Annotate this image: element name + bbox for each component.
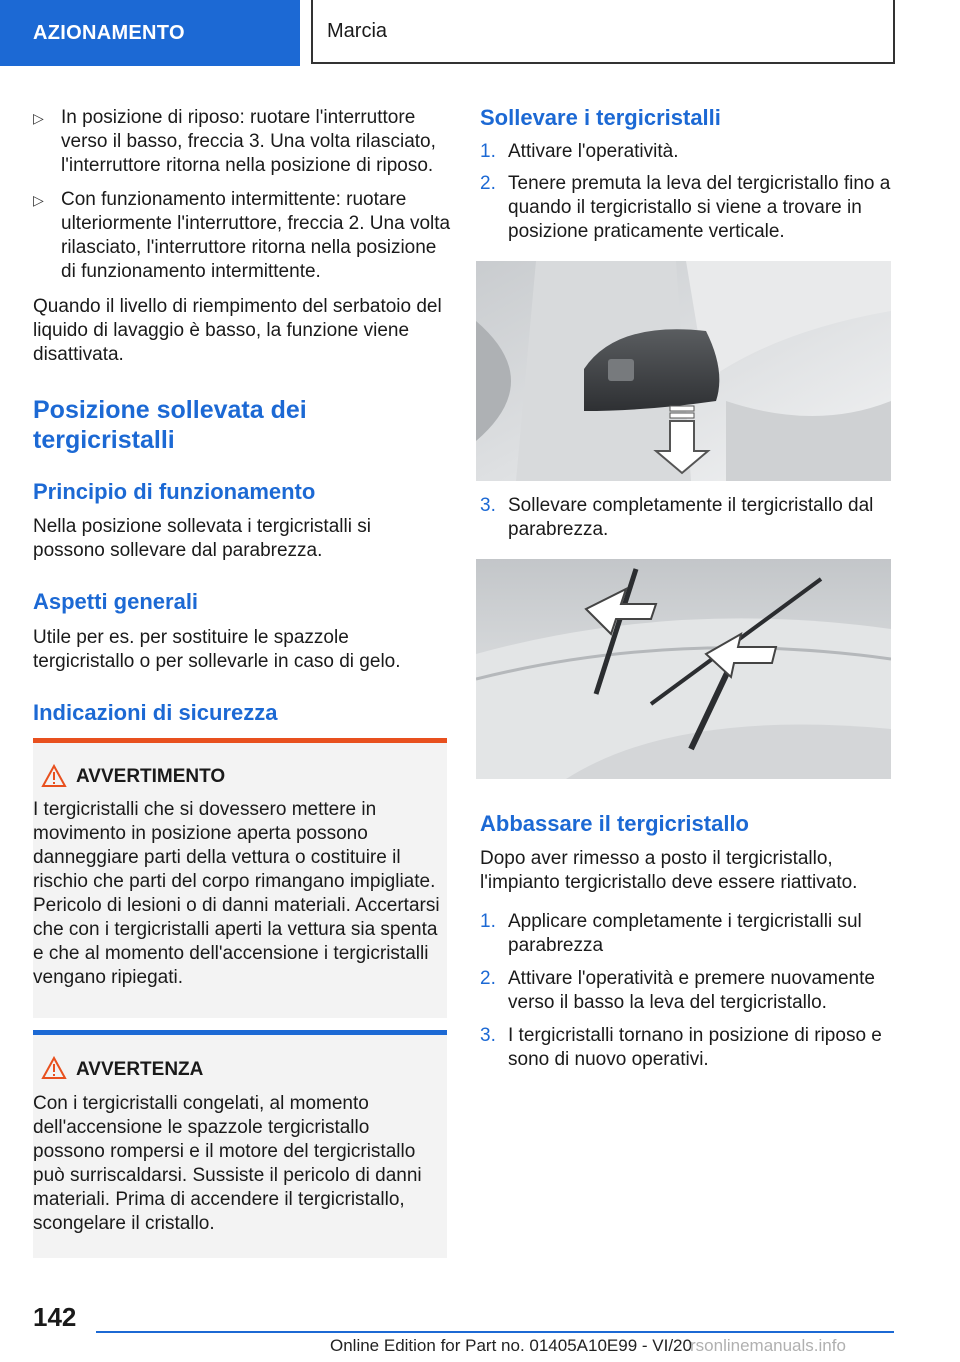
bullet-text: Con funzionamento intermittente: ruotare ulteriormente l'interruttore, freccia 2. Una volta rilasciato, l'interruttore ritorna nella posizione di funzionamento intermittente.	[61, 189, 451, 282]
warning-title: AVVERTIMENTO	[76, 766, 226, 787]
warning-bar	[33, 738, 447, 743]
step-number: 2.	[480, 968, 496, 989]
page-number: 142	[33, 1302, 77, 1332]
warning-text: I tergicristalli che si dovessero mettere in movimento in posizione aperta possono danneggiare parti della vettura o costituire il rischio che parti del corpo rimangano impigliate. Pericolo di lesioni o di danni materiali. Accertarsi che con i tergicristalli aperti la vettura sia spenta e che al momento dell'accensione i tergicristalli vengano ripiegati.	[33, 799, 440, 988]
step-number: 1.	[480, 911, 496, 932]
caution-title: AVVERTENZA	[76, 1059, 204, 1080]
step-item	[480, 910, 892, 958]
subheading: Sollevare i tergicristalli	[480, 105, 721, 130]
subheading: Abbassare il tergicristallo	[480, 811, 749, 836]
paragraph: Quando il livello di riempimento del serbatoio del liquido di lavaggio è basso, la funzione viene disattivata.	[33, 296, 442, 365]
paragraph: Utile per es. per sostituire le spazzole tergicristallo o per sollevarle in caso di gelo.	[33, 627, 401, 672]
warning-triangle-icon	[41, 1056, 67, 1087]
step-item	[480, 140, 892, 164]
chapter-tab: Marcia	[311, 0, 895, 64]
step-item	[480, 172, 892, 244]
triangle-right-icon: ▷	[33, 110, 44, 126]
section-tab: AZIONAMENTO	[0, 0, 300, 66]
wiper-lever-illustration	[476, 261, 891, 481]
step-text: Tenere premuta la leva del tergicristallo fino a quando il tergicristallo si viene a trovare in posizione praticamente verticale.	[508, 173, 891, 242]
step-text: Applicare completamente i tergicristalli sul parabrezza	[508, 911, 862, 956]
wipers-windscreen-illustration	[476, 559, 891, 779]
step-text: Attivare l'operatività.	[508, 141, 679, 162]
page-header	[0, 0, 960, 68]
step-item	[480, 1024, 892, 1072]
warning-triangle-icon	[41, 764, 67, 795]
caution-text: Con i tergicristalli congelati, al momento dell'accensione le spazzole tergicristallo possono rompersi e il motore del tergicristallo può surriscaldarsi. Sussiste il pericolo di danni materiali. Prima di accendere il tergicristallo, scongelare il cristallo.	[33, 1093, 422, 1234]
section-heading: Posizione sollevata dei tergicristalli	[33, 396, 307, 454]
step-number: 2.	[480, 173, 496, 194]
step-number: 3.	[480, 1025, 496, 1046]
paragraph: Nella posizione sollevata i tergicristalli si possono sollevare dal parabrezza.	[33, 516, 371, 561]
paragraph: Dopo aver rimesso a posto il tergicristallo, l'impianto tergicristallo deve essere riattivato.	[480, 848, 858, 893]
caution-box	[33, 1030, 447, 1258]
step-text: I tergicristalli tornano in posizione di riposo e sono di nuovo operativi.	[508, 1025, 882, 1070]
step-item	[480, 967, 892, 1015]
triangle-right-icon: ▷	[33, 192, 44, 208]
footer-divider	[96, 1331, 894, 1333]
step-text: Attivare l'operatività e premere nuovamente verso il basso la leva del tergicristallo.	[508, 968, 875, 1013]
subheading: Indicazioni di sicurezza	[33, 700, 278, 725]
step-number: 3.	[480, 495, 496, 516]
step-item	[480, 494, 892, 542]
watermark: rsonlinemanuals.info	[690, 1336, 846, 1355]
subheading: Aspetti generali	[33, 589, 199, 614]
step-number: 1.	[480, 141, 496, 162]
caution-bar	[33, 1030, 447, 1035]
edition-text: Online Edition for Part no. 01405A10E99 - VI/20	[330, 1336, 692, 1355]
bullet-text: In posizione di riposo: ruotare l'interruttore verso il basso, freccia 3. Una volta rilasciato, l'interruttore ritorna nella posizione di riposo.	[61, 107, 436, 176]
subheading: Principio di funzionamento	[33, 479, 316, 504]
step-text: Sollevare completamente il tergicristallo dal parabrezza.	[508, 495, 874, 540]
bullet-item	[33, 106, 451, 178]
warning-box	[33, 738, 447, 1018]
bullet-item	[33, 188, 451, 284]
